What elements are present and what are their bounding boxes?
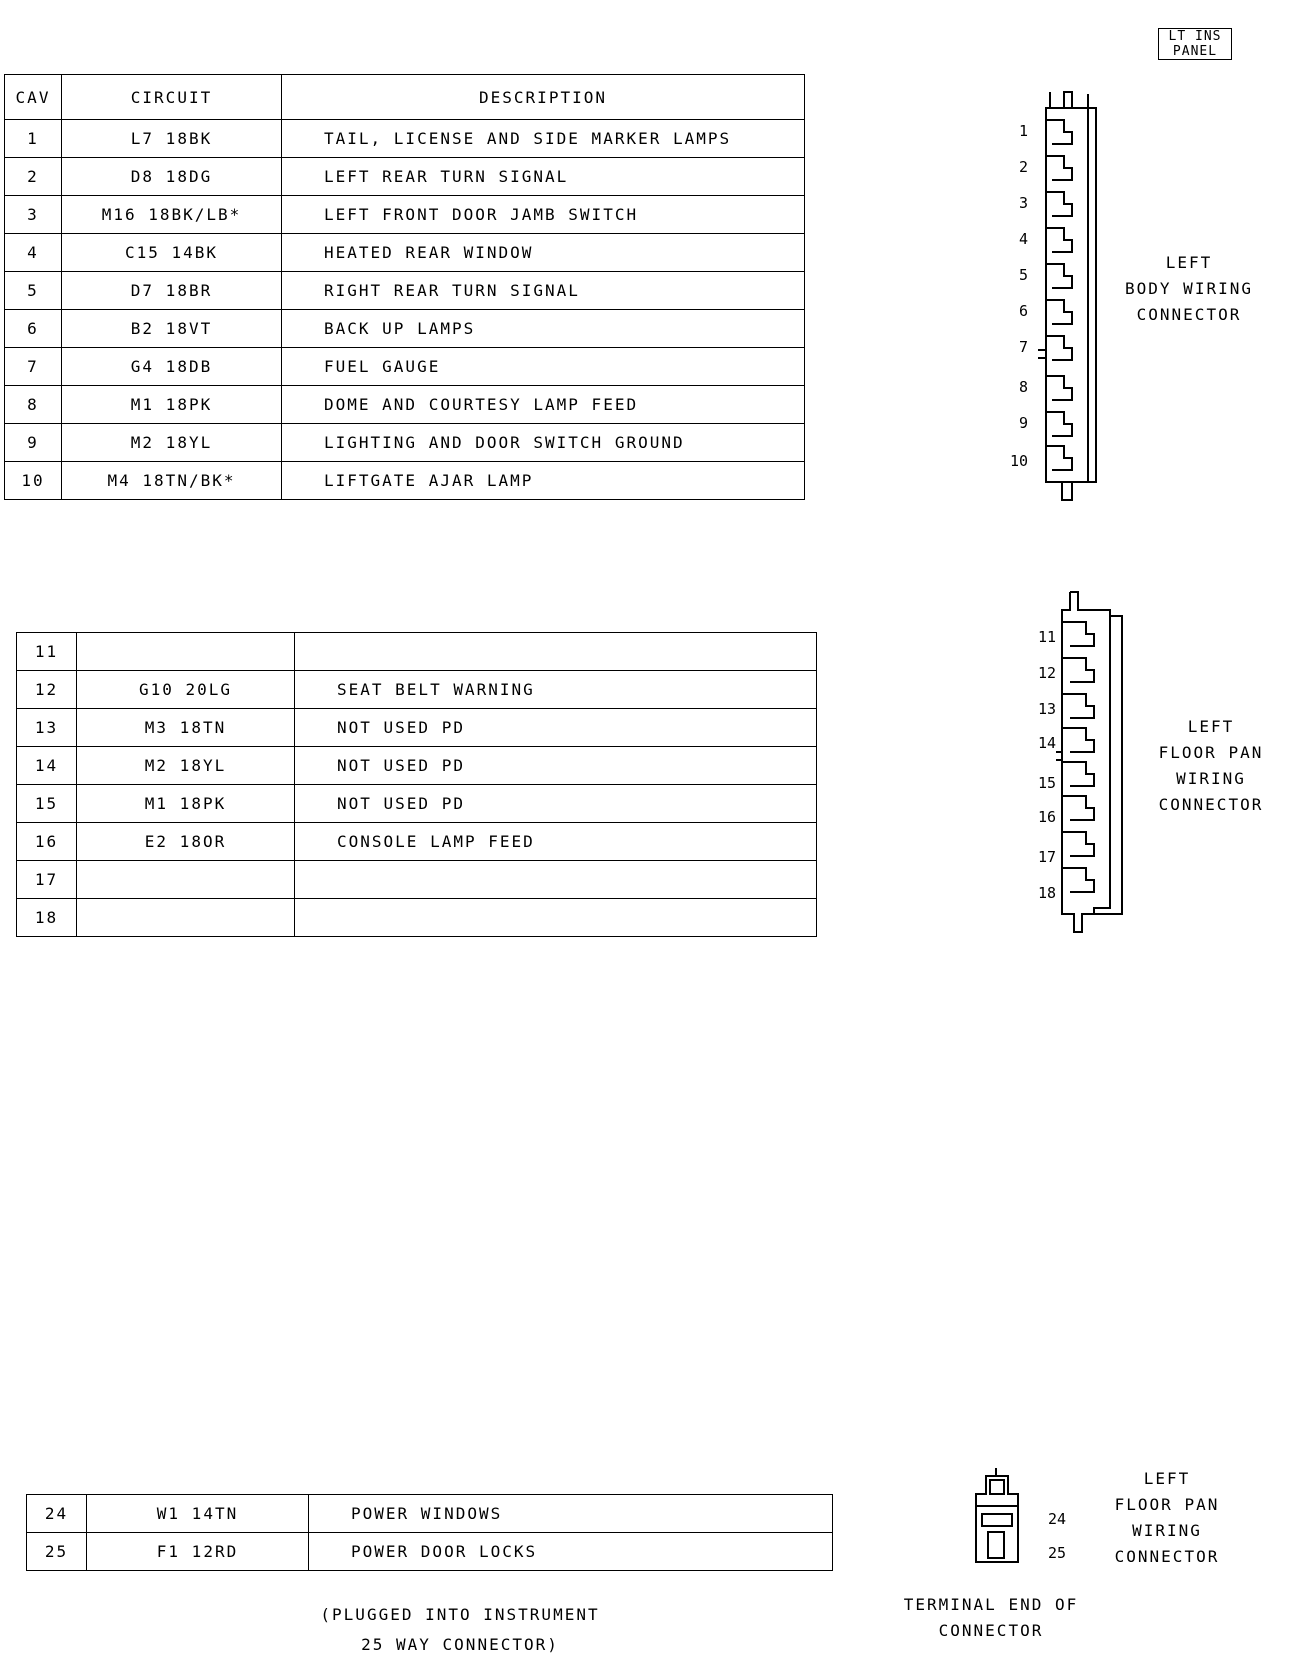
- description-cell: CONSOLE LAMP FEED: [295, 823, 817, 861]
- connector2-label-line-3: WIRING: [1176, 769, 1246, 788]
- cav-cell: 7: [5, 348, 62, 386]
- table3-note-line-1: (PLUGGED INTO INSTRUMENT: [320, 1605, 600, 1624]
- cav-cell: 6: [5, 310, 62, 348]
- description-cell: NOT USED PD: [295, 709, 817, 747]
- circuit-cell: G4 18DB: [62, 348, 282, 386]
- terminal-caption-line-1: TERMINAL END OF: [903, 1595, 1079, 1614]
- circuit-cell: W1 14TN: [87, 1495, 309, 1533]
- pin-label: 17: [1037, 848, 1056, 866]
- pin-label: 4: [1018, 230, 1028, 248]
- header-cav: CAV: [5, 75, 62, 120]
- circuit-cell: G10 20LG: [77, 671, 295, 709]
- pin-label: 13: [1037, 700, 1056, 718]
- connector1-label-line-1: LEFT: [1165, 253, 1213, 272]
- table-row: [17, 709, 817, 747]
- terminal-caption-line-2: CONNECTOR: [938, 1621, 1044, 1640]
- circuit-cell: [77, 861, 295, 899]
- cavity-table-2: [16, 632, 817, 937]
- table-row: [17, 633, 817, 671]
- description-cell: [295, 861, 817, 899]
- connector3-label-line-3: WIRING: [1132, 1521, 1202, 1540]
- table-row: [27, 1495, 833, 1533]
- cav-cell: 24: [27, 1495, 87, 1533]
- table-row: [17, 671, 817, 709]
- cavity-table-3: [26, 1494, 833, 1571]
- terminal-end-connector-drawing: [968, 1466, 1078, 1576]
- pin-label: 6: [1018, 302, 1028, 320]
- pin-label: 10: [1009, 452, 1028, 470]
- description-cell: BACK UP LAMPS: [282, 310, 805, 348]
- circuit-cell: F1 12RD: [87, 1533, 309, 1571]
- circuit-cell: C15 14BK: [62, 234, 282, 272]
- description-cell: LIFTGATE AJAR LAMP: [282, 462, 805, 500]
- pin-label: 16: [1037, 808, 1056, 826]
- cav-cell: 5: [5, 272, 62, 310]
- table-row: [5, 120, 805, 158]
- circuit-cell: [77, 899, 295, 937]
- cav-cell: 10: [5, 462, 62, 500]
- table-row: [17, 785, 817, 823]
- table-row: [5, 424, 805, 462]
- cav-cell: 14: [17, 747, 77, 785]
- connector1-label-line-2: BODY WIRING: [1125, 279, 1253, 298]
- table-row: [5, 196, 805, 234]
- description-cell: POWER WINDOWS: [309, 1495, 833, 1533]
- circuit-cell: M1 18PK: [62, 386, 282, 424]
- cav-cell: 11: [17, 633, 77, 671]
- table-header-row: [5, 75, 805, 120]
- circuit-cell: M2 18YL: [62, 424, 282, 462]
- table-row: [17, 861, 817, 899]
- cav-cell: 16: [17, 823, 77, 861]
- connector3-label-line-2: FLOOR PAN: [1114, 1495, 1220, 1514]
- pin-label: 18: [1037, 884, 1056, 902]
- circuit-cell: D8 18DG: [62, 158, 282, 196]
- circuit-cell: E2 18OR: [77, 823, 295, 861]
- description-cell: DOME AND COURTESY LAMP FEED: [282, 386, 805, 424]
- description-cell: LEFT FRONT DOOR JAMB SWITCH: [282, 196, 805, 234]
- cav-cell: 18: [17, 899, 77, 937]
- circuit-cell: L7 18BK: [62, 120, 282, 158]
- description-cell: SEAT BELT WARNING: [295, 671, 817, 709]
- circuit-cell: M1 18PK: [77, 785, 295, 823]
- pin-label: 15: [1037, 774, 1056, 792]
- pin-label: 1: [1018, 122, 1028, 140]
- cav-cell: 1: [5, 120, 62, 158]
- cav-cell: 25: [27, 1533, 87, 1571]
- pin-label: 12: [1037, 664, 1056, 682]
- circuit-cell: M16 18BK/LB*: [62, 196, 282, 234]
- cav-cell: 8: [5, 386, 62, 424]
- cav-cell: 13: [17, 709, 77, 747]
- description-cell: LEFT REAR TURN SIGNAL: [282, 158, 805, 196]
- terminal-end-caption: [886, 1592, 1096, 1644]
- description-cell: POWER DOOR LOCKS: [309, 1533, 833, 1571]
- pin-label: 8: [1018, 378, 1028, 396]
- cav-cell: 2: [5, 158, 62, 196]
- floor-pan-connector-drawing: [1030, 588, 1150, 938]
- floor-pan-connector-label: [1136, 714, 1286, 818]
- circuit-cell: M4 18TN/BK*: [62, 462, 282, 500]
- table3-note-line-2: 25 WAY CONNECTOR): [361, 1635, 559, 1654]
- circuit-cell: M3 18TN: [77, 709, 295, 747]
- cav-cell: 4: [5, 234, 62, 272]
- pin-label: 11: [1037, 628, 1056, 646]
- pin-label: 3: [1018, 194, 1028, 212]
- header-description: DESCRIPTION: [282, 75, 805, 120]
- cavity-table-1: [4, 74, 805, 500]
- body-wiring-connector-label: [1114, 250, 1264, 328]
- cav-cell: 12: [17, 671, 77, 709]
- description-cell: HEATED REAR WINDOW: [282, 234, 805, 272]
- corner-panel-label: [1158, 28, 1232, 60]
- pin-label: 7: [1018, 338, 1028, 356]
- cav-cell: 17: [17, 861, 77, 899]
- cav-cell: 9: [5, 424, 62, 462]
- description-cell: NOT USED PD: [295, 747, 817, 785]
- table-row: [17, 823, 817, 861]
- connector2-label-line-4: CONNECTOR: [1158, 795, 1264, 814]
- circuit-cell: D7 18BR: [62, 272, 282, 310]
- pin-label: 2: [1018, 158, 1028, 176]
- table-row: [5, 386, 805, 424]
- table-row: [17, 747, 817, 785]
- table-row: [5, 272, 805, 310]
- corner-label-line-1: LT INS: [1168, 29, 1222, 44]
- description-cell: [295, 899, 817, 937]
- circuit-cell: [77, 633, 295, 671]
- cav-cell: 3: [5, 196, 62, 234]
- description-cell: TAIL, LICENSE AND SIDE MARKER LAMPS: [282, 120, 805, 158]
- cav-cell: 15: [17, 785, 77, 823]
- pin-label: 5: [1018, 266, 1028, 284]
- circuit-cell: M2 18YL: [77, 747, 295, 785]
- pin-label: 14: [1037, 734, 1056, 752]
- connector2-label-line-1: LEFT: [1187, 717, 1235, 736]
- connector1-label-line-3: CONNECTOR: [1136, 305, 1242, 324]
- description-cell: NOT USED PD: [295, 785, 817, 823]
- table-row: [5, 310, 805, 348]
- table-row: [27, 1533, 833, 1571]
- corner-label-line-2: PANEL: [1172, 44, 1218, 59]
- table-row: [17, 899, 817, 937]
- cavity-shapes: [1038, 120, 1072, 470]
- connector2-label-line-2: FLOOR PAN: [1158, 743, 1264, 762]
- description-cell: LIGHTING AND DOOR SWITCH GROUND: [282, 424, 805, 462]
- terminal-end-connector-label: [1092, 1466, 1242, 1570]
- table3-note: [280, 1600, 640, 1660]
- pin-label: 25: [1048, 1544, 1067, 1562]
- table-row: [5, 234, 805, 272]
- description-cell: RIGHT REAR TURN SIGNAL: [282, 272, 805, 310]
- connector3-label-line-1: LEFT: [1143, 1469, 1191, 1488]
- pin-label: 9: [1018, 414, 1028, 432]
- table-row: [5, 462, 805, 500]
- header-circuit: CIRCUIT: [62, 75, 282, 120]
- table-row: [5, 158, 805, 196]
- connector3-label-line-4: CONNECTOR: [1114, 1547, 1220, 1566]
- pin-label: 24: [1048, 1510, 1067, 1528]
- table-row: [5, 348, 805, 386]
- description-cell: [295, 633, 817, 671]
- circuit-cell: B2 18VT: [62, 310, 282, 348]
- description-cell: FUEL GAUGE: [282, 348, 805, 386]
